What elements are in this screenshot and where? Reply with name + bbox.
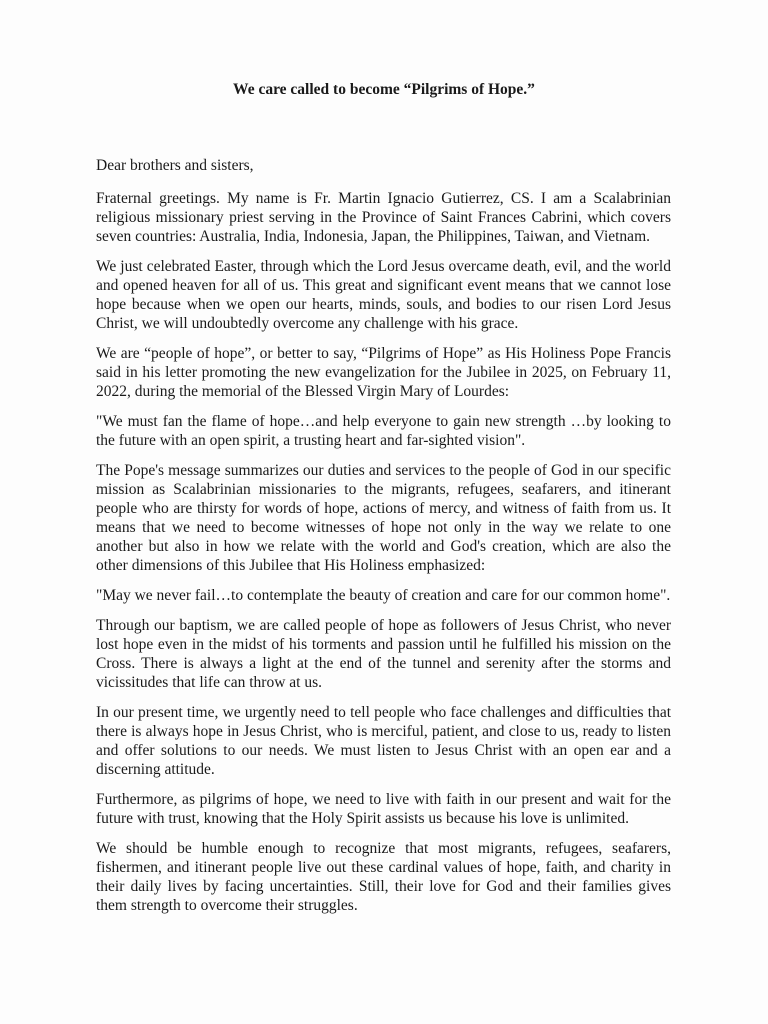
paragraph-quote-creation: "May we never fail…to contemplate the beauty of creation and care for our common home".	[96, 587, 671, 604]
paragraph-baptism: Through our baptism, we are called people of hope as followers of Jesus Christ, who never lost hope even in the midst of his torments and passion until he fulfilled his mission on the Cross. There is always a light at the end of the tunnel and serenity after the storms and vicissitudes that life can throw at us.	[96, 617, 671, 691]
paragraph-popes-message: The Pope's message summarizes our duties and services to the people of God in our specific mission as Scalabrinian missionaries to the migrants, refugees, seafarers, and itinerant people who are thirsty for words of hope, actions of mercy, and witness of faith from us. It means that we need to become witnesses of hope not only in the way we relate to one another but also in how we relate with the world and God's creation, which are also the other dimensions of this Jubilee that His Holiness emphasized:	[96, 462, 671, 574]
paragraph-people-of-hope: We are “people of hope”, or better to say, “Pilgrims of Hope” as His Holiness Pope Francis said in his letter promoting the new evangelization for the Jubilee in 2025, on February 11, 2022, during the memorial of the Blessed Virgin Mary of Lourdes:	[96, 345, 671, 400]
paragraph-introduction: Fraternal greetings. My name is Fr. Martin Ignacio Gutierrez, CS. I am a Scalabrinian religious missionary priest serving in the Province of Saint Frances Cabrini, which covers seven countries: Australia, India, Indonesia, Japan, the Philippines, Taiwan, and Vietnam.	[96, 190, 671, 245]
paragraph-present-time: In our present time, we urgently need to tell people who face challenges and difficulties that there is always hope in Jesus Christ, who is merciful, patient, and close to us, ready to listen and offer solutions to our needs. We must listen to Jesus Christ with an open ear and a discerning attitude.	[96, 704, 671, 778]
greeting: Dear brothers and sisters,	[96, 157, 254, 174]
paragraph-easter: We just celebrated Easter, through which the Lord Jesus overcame death, evil, and the world and opened heaven for all of us. This great and significant event means that we cannot lose hope because when we open our hearts, minds, souls, and bodies to our risen Lord Jesus Christ, we will undoubtedly overcome any challenge with his grace.	[96, 258, 671, 332]
letter-title: We care called to become “Pilgrims of Hope.”	[233, 81, 535, 98]
letter-body	[96, 156, 671, 926]
paragraph-pilgrims-faith: Furthermore, as pilgrims of hope, we need to live with faith in our present and wait for the future with trust, knowing that the Holy Spirit assists us because his love is unlimited.	[96, 791, 671, 827]
paragraph-quote-flame-of-hope: "We must fan the flame of hope…and help everyone to gain new strength …by looking to the future with an open spirit, a trusting heart and far-sighted vision".	[96, 413, 671, 449]
paragraph-humility: We should be humble enough to recognize that most migrants, refugees, seafarers, fishermen, and itinerant people live out these cardinal values of hope, faith, and charity in their daily lives by facing uncertainties. Still, their love for God and their families gives them strength to overcome their struggles.	[96, 840, 671, 914]
